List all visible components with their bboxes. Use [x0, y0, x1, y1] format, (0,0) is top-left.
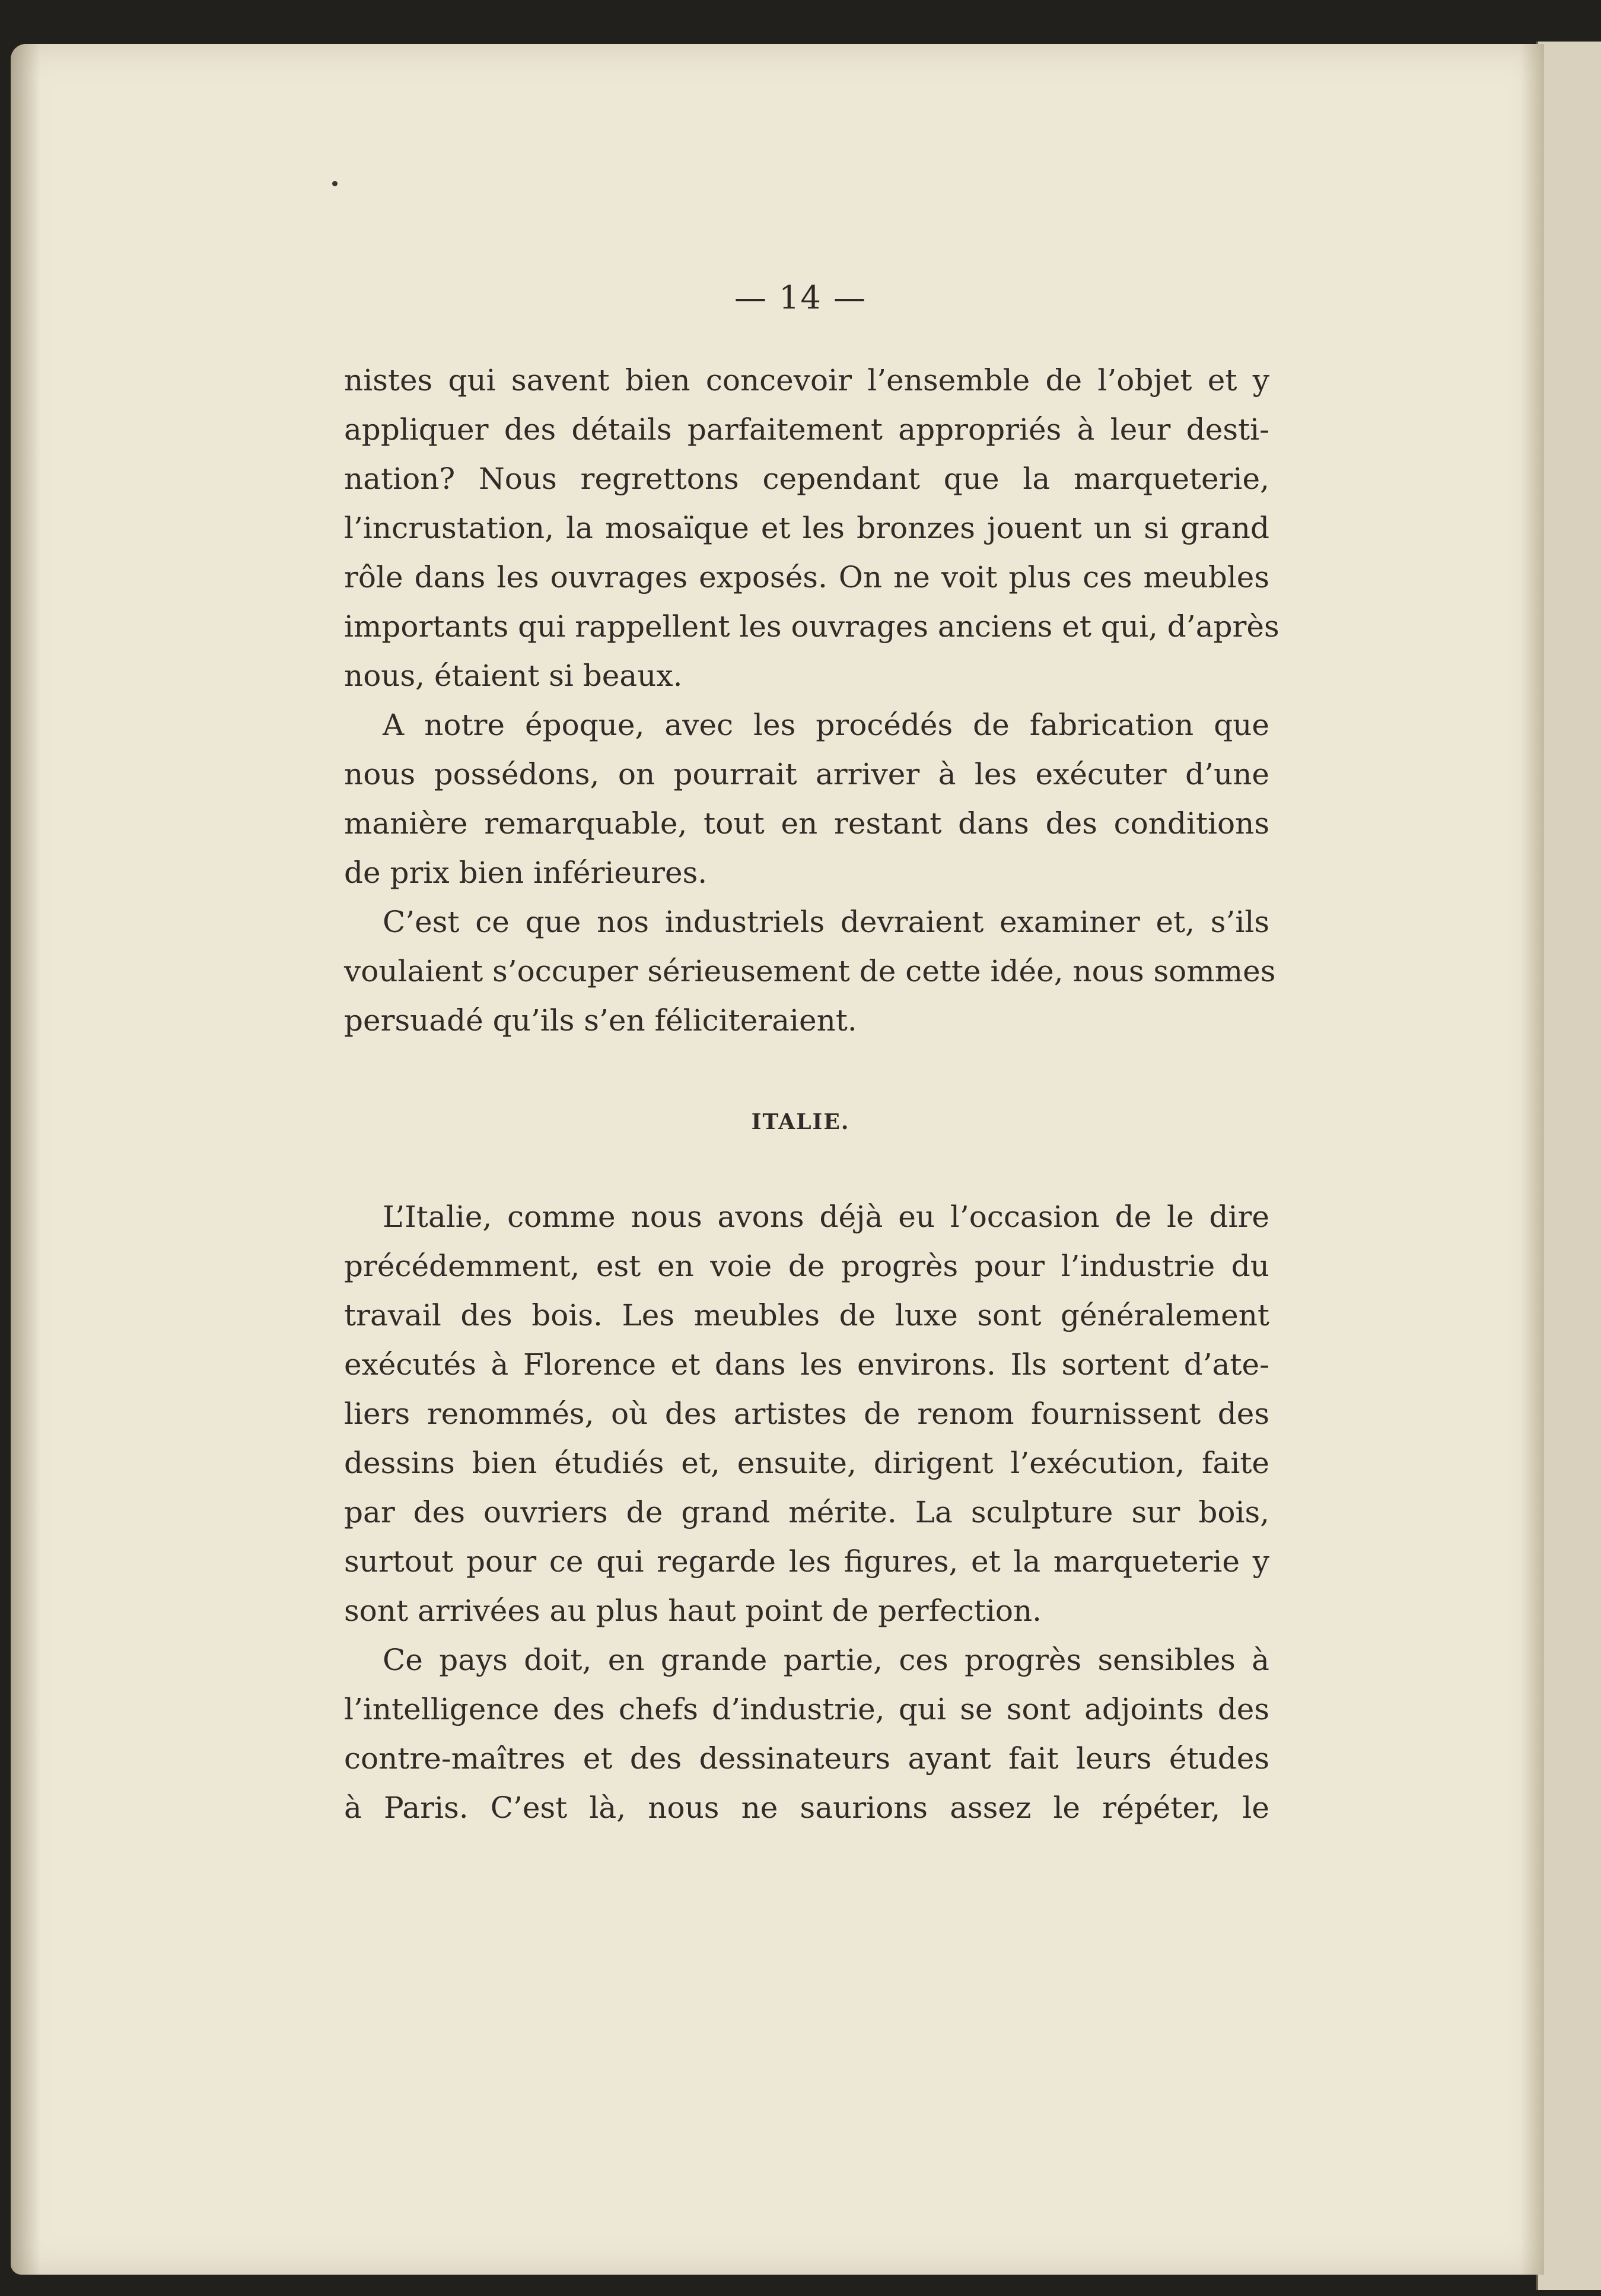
text-line: manière remarquable, tout en restant dans des conditions [344, 806, 1269, 841]
text-block-top [344, 356, 1279, 1045]
text-line: liers renommés, où des artistes de renom fournissent des [344, 1397, 1269, 1431]
section-heading: ITALIE. [751, 1109, 850, 1134]
text-line: l’intelligence des chefs d’industrie, qui se sont adjoints des [344, 1692, 1269, 1726]
text-line: C’est ce que nos industriels devraient examiner et, s’ils [383, 905, 1269, 939]
spine-shadow [11, 44, 40, 2275]
paragraph [344, 356, 1279, 701]
text-line: à Paris. C’est là, nous ne saurions assez le répéter, le [344, 1791, 1269, 1825]
text-line: de prix bien inférieures. [344, 856, 708, 890]
paragraph [344, 898, 1276, 1045]
text-line: précédemment, est en voie de progrès pour l’industrie du [344, 1249, 1269, 1283]
text-line: persuadé qu’ils s’en féliciteraient. [344, 1003, 857, 1038]
text-line: l’incrustation, la mosaïque et les bronzes jouent un si grand [344, 511, 1269, 545]
text-line: contre-maîtres et des dessinateurs ayant fait leurs études [344, 1741, 1269, 1776]
text-line: rôle dans les ouvrages exposés. On ne voit plus ces meubles [344, 560, 1269, 594]
text-line: dessins bien étudiés et, ensuite, dirigent l’exécution, faite [344, 1446, 1269, 1480]
text-line: voulaient s’occuper sérieusement de cette idée, nous sommes [344, 954, 1276, 988]
text-block-bottom [344, 1192, 1269, 1833]
page-edge-shadow [1520, 44, 1544, 2275]
back-page-edge [1536, 42, 1601, 2290]
text-line: nous possédons, on pourrait arriver à les exécuter d’une [344, 757, 1269, 791]
text-line: A notre époque, avec les procédés de fabrication que [383, 708, 1269, 742]
text-line: exécutés à Florence et dans les environs. Ils sortent d’ate- [344, 1347, 1269, 1382]
text-line: par des ouvriers de grand mérite. La sculpture sur bois, [344, 1495, 1269, 1529]
page-number: — 14 — [734, 279, 867, 316]
ink-speck [332, 181, 338, 186]
text-line: appliquer des détails parfaitement appropriés à leur desti- [344, 412, 1269, 447]
paragraph [344, 1636, 1269, 1833]
text-line: nation? Nous regrettons cependant que la marqueterie, [344, 462, 1269, 496]
paragraph [344, 701, 1269, 898]
text-line: L’Italie, comme nous avons déjà eu l’occasion de le dire [383, 1200, 1269, 1234]
text-line: nistes qui savent bien concevoir l’ensemble de l’objet et y [344, 363, 1269, 397]
text-line: nous, étaient si beaux. [344, 659, 683, 693]
text-line: importants qui rappellent les ouvrages anciens et qui, d’après [344, 609, 1279, 644]
text-line: Ce pays doit, en grande partie, ces progrès sensibles à [383, 1643, 1269, 1677]
paragraph [344, 1192, 1269, 1636]
text-line: sont arrivées au plus haut point de perfection. [344, 1594, 1042, 1628]
text-line: travail des bois. Les meubles de luxe sont généralement [344, 1298, 1269, 1333]
text-line: surtout pour ce qui regarde les figures, et la marqueterie y [344, 1544, 1269, 1579]
